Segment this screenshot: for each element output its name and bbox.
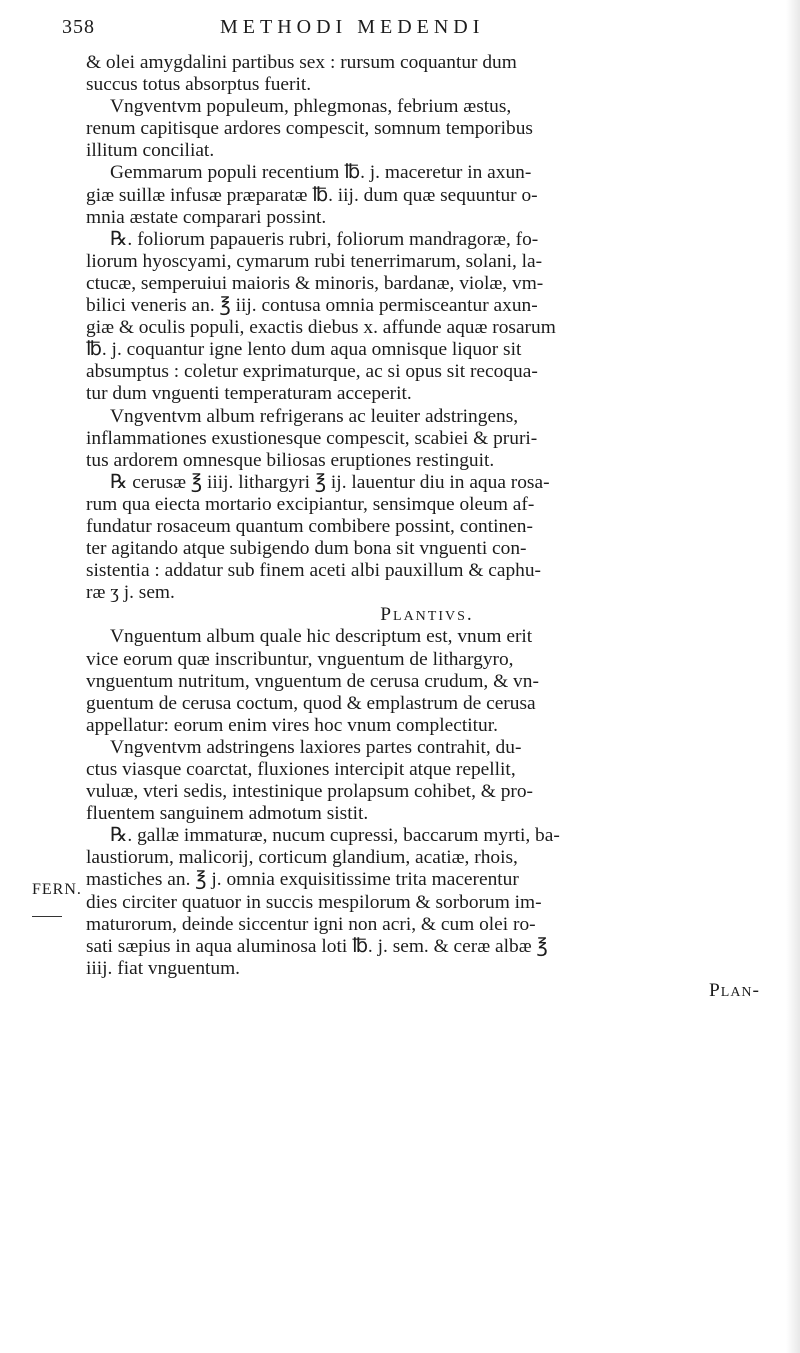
text-line: Gemmarum populi recentium ℔. j. maceretur in axun- — [110, 162, 532, 184]
text-line: & olei amygdalini partibus sex : rursum coquantur dum — [86, 52, 517, 73]
text-line: ℞. gallæ immaturæ, nucum cupressi, baccarum myrti, ba- — [110, 825, 560, 847]
text-line: vice eorum quæ inscribuntur, vnguentum de lithargyro, — [86, 648, 514, 670]
text-line: Vngventvm album refrigerans ac leuiter adstringens, — [110, 405, 519, 427]
text-line: vuluæ, vteri sedis, intestinique prolapsum cohibet, & pro- — [86, 781, 533, 803]
text-line: absumptus : coletur exprimaturque, ac si opus sit recoqua- — [86, 361, 538, 383]
text-line: laustiorum, malicorij, corticum glandium, acatiæ, rhois, — [86, 847, 518, 869]
running-head: METHODI MEDENDI — [220, 16, 485, 38]
text-line: renum capitisque ardores compescit, somnum temporibus — [86, 118, 533, 140]
catchword: Plan- — [708, 979, 760, 1001]
text-line: Vngventvm populeum, phlegmonas, febrium æstus, — [110, 96, 512, 118]
text-line: maturorum, deinde siccentur igni non acri, & cum olei ro- — [86, 913, 536, 935]
text-line: tur dum vnguenti temperaturam acceperit. — [86, 383, 412, 405]
text-line: mnia æstate comparari possint. — [86, 206, 327, 228]
text-line: ctus viasque coarctat, fluxiones intercipit atque repellit, — [86, 759, 516, 780]
text-line: Vngventvm adstringens laxiores partes contrahit, du- — [110, 736, 522, 758]
margin-note: FERN. — [32, 881, 82, 898]
text-line: mastiches an. ℥ j. omnia exquisitissime trita macerentur — [86, 869, 519, 891]
page-number: 358 — [62, 16, 95, 38]
text-line: fluentem sanguinem admotum sistit. — [86, 803, 369, 825]
text-line: dies circiter quatuor in succis mespilorum & sorborum im- — [86, 891, 542, 913]
text-line: Vnguentum album quale hic descriptum est, vnum erit — [110, 626, 533, 648]
text-line: ræ ʒ j. sem. — [86, 582, 175, 604]
text-line: giæ & oculis populi, exactis diebus x. affunde aquæ rosarum — [86, 317, 556, 339]
page-header — [62, 12, 702, 52]
text-line: bilici veneris an. ℥ iij. contusa omnia permisceantur axun- — [86, 295, 538, 317]
text-line: rum qua eiecta mortario excipiantur, sensimque oleum af- — [86, 493, 535, 515]
text-line: ℔. j. coquantur igne lento dum aqua omnisque liquor sit — [86, 339, 522, 361]
text-line: fundatur rosaceum quantum combibere possint, continen- — [86, 515, 533, 537]
text-line: ℞. foliorum papaueris rubri, foliorum mandragoræ, fo- — [110, 228, 539, 250]
section-heading: Plantivs. — [380, 604, 474, 626]
text-line: ter agitando atque subigendo dum bona sit vnguenti con- — [86, 538, 527, 560]
text-line: iiij. fiat vnguentum. — [86, 957, 241, 979]
text-line: giæ suillæ infusæ præparatæ ℔. iij. dum quæ sequuntur o- — [86, 184, 538, 206]
text-line: ℞ cerusæ ℥ iiij. lithargyri ℥ ij. lauentur diu in aqua rosa- — [110, 471, 550, 493]
text-line: sati sæpius in aqua aluminosa loti ℔. j. sem. & ceræ albæ ℥ — [86, 935, 548, 957]
text-line: tus ardorem omnesque biliosas eruptiones restinguit. — [86, 449, 495, 471]
text-line: inflammationes exustionesque compescit, scabiei & pruri- — [86, 427, 538, 449]
text-line: sistentia : addatur sub finem aceti albi pauxillum & caphu- — [86, 560, 542, 582]
text-line: vnguentum nutritum, vnguentum de cerusa crudum, & vn- — [86, 670, 539, 692]
text-line: ctucæ, semperuiui maioris & minoris, bardanæ, violæ, vm- — [86, 272, 544, 294]
text-line: illitum conciliat. — [86, 140, 215, 162]
body-text — [86, 52, 768, 1002]
text-line: appellatur: eorum enim vires hoc vnum complectitur. — [86, 714, 498, 736]
page-edge-shadow — [786, 0, 800, 1353]
text-line: succus totus absorptus fuerit. — [86, 74, 312, 96]
text-line: guentum de cerusa coctum, quod & emplastrum de cerusa — [86, 692, 536, 714]
text-line: liorum hyoscyami, cymarum rubi tenerrimarum, solani, la- — [86, 250, 543, 272]
margin-dash — [32, 916, 62, 917]
